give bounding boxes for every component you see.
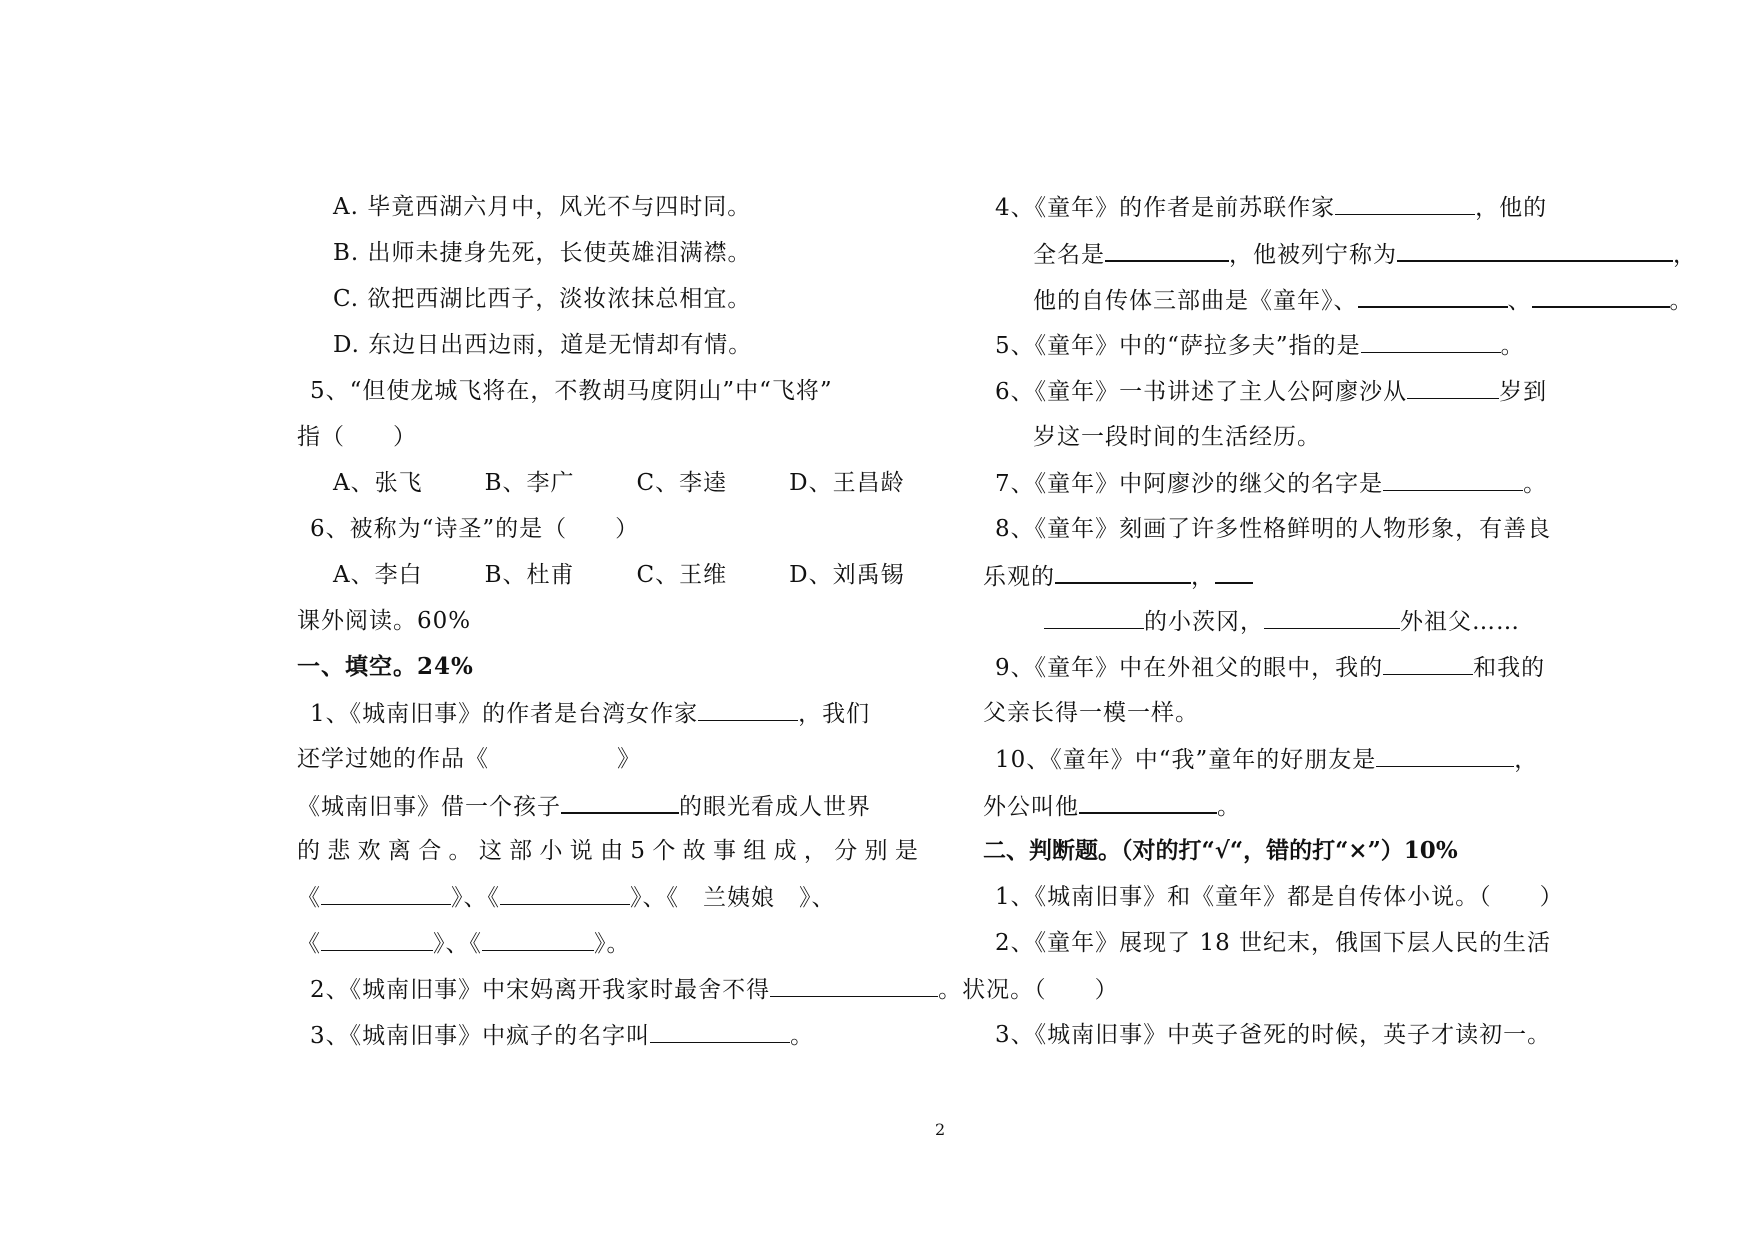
judge-1: 1、《城南旧事》和《童年》都是自传体小说。（ ）: [995, 884, 1564, 910]
answer-blank[interactable]: [1361, 330, 1501, 353]
section-2-header: 二、判断题。（对的打“√“，错的打“×”）10%: [983, 837, 1458, 864]
fill-1-line2: 还学过她的作品《 》: [297, 746, 641, 772]
right-q4-line1: 4、《童年》的作者是前苏联作家 ，他的: [995, 192, 1547, 223]
right-q4-line2: 全名是 ，他被列宁称为 ，: [1033, 238, 1697, 270]
answer-blank[interactable]: [1376, 744, 1514, 767]
q6-option-a: A、李白: [333, 562, 423, 588]
answer-blank[interactable]: [1105, 238, 1229, 262]
fill-1-line1: 1、《城南旧事》的作者是台湾女作家 ，我们: [310, 698, 870, 729]
q5-option-d: D、王昌龄: [789, 470, 905, 496]
answer-blank[interactable]: [1383, 468, 1523, 491]
page-number: 2: [935, 1120, 946, 1139]
question-5-options: [333, 468, 905, 498]
answer-blank[interactable]: [482, 928, 594, 951]
fill-1-line4: 的 悲 欢 离 合 。 这 部 小 说 由 5 个 故 事 组 成 ， 分 别 是: [297, 838, 918, 864]
right-q6-line2: 岁这一段时间的生活经历。: [1033, 424, 1321, 450]
right-q8-line2: 乐观的 ，: [983, 560, 1253, 592]
answer-blank[interactable]: [1383, 652, 1473, 675]
right-q8-line3: 的小茨冈， 外祖父……: [1044, 606, 1520, 637]
answer-blank[interactable]: [321, 882, 451, 905]
q6-option-d: D、刘禹锡: [789, 562, 905, 588]
answer-blank[interactable]: [1532, 284, 1670, 308]
answer-blank[interactable]: [1264, 606, 1400, 629]
q5-option-c: C、李逵: [636, 470, 728, 496]
question-6-options: [333, 560, 905, 590]
q5-option-a: A、张飞: [333, 470, 423, 496]
q6-option-b: B、杜甫: [484, 562, 575, 588]
right-q9-line2: 父亲长得一模一样。: [983, 700, 1199, 726]
right-q5: 5、《童年》中的“萨拉多夫”指的是 。: [995, 330, 1525, 361]
option-a: A. 毕竟西湖六月中，风光不与四时同。: [333, 194, 752, 220]
option-b: B. 出师未捷身先死，长使英雄泪满襟。: [333, 240, 752, 266]
answer-blank[interactable]: [1397, 238, 1673, 262]
reading-header: 课外阅读。60%: [297, 608, 472, 634]
answer-blank[interactable]: [1055, 560, 1191, 584]
question-5-line1: 5、“但使龙城飞将在，不教胡马度阴山”中“飞将”: [310, 378, 833, 404]
right-q8-line1: 8、《童年》刻画了许多性格鲜明的人物形象，有善良: [995, 516, 1552, 542]
answer-blank[interactable]: [1079, 790, 1217, 814]
right-q9-line1: 9、《童年》中在外祖父的眼中，我的 和我的: [995, 652, 1545, 683]
right-q10-line1: 10、《童年》中“我”童年的好朋友是 ，: [995, 744, 1538, 775]
answer-blank[interactable]: [500, 882, 630, 905]
right-q6-line1: 6、《童年》一书讲述了主人公阿廖沙从 岁到: [995, 376, 1547, 407]
answer-blank[interactable]: [1044, 606, 1144, 629]
answer-blank[interactable]: [770, 974, 938, 997]
answer-blank[interactable]: [321, 928, 433, 951]
answer-blank[interactable]: [561, 790, 679, 814]
question-6-line1: 6、被称为“诗圣”的是（ ）: [310, 516, 640, 542]
judge-3: 3、《城南旧事》中英子爸死的时候，英子才读初一。: [995, 1022, 1552, 1048]
answer-blank[interactable]: [698, 698, 798, 721]
answer-blank[interactable]: [1215, 560, 1253, 584]
fill-2: 2、《城南旧事》中宋妈离开我家时最舍不得 。状况。（ ）: [310, 974, 1119, 1005]
answer-blank[interactable]: [1407, 376, 1499, 399]
q5-option-b: B、李广: [484, 470, 575, 496]
question-5-line2: 指（ ）: [297, 424, 417, 450]
answer-blank[interactable]: [1335, 192, 1475, 215]
fill-1-line5: 《 》、《 》、《 兰姨娘 》、: [297, 882, 836, 913]
judge-2: 2、《童年》展现了 18 世纪末，俄国下层人民的生活: [995, 930, 1552, 956]
answer-blank[interactable]: [650, 1020, 790, 1043]
right-q4-line3: 他的自传体三部曲是《童年》、 、 。: [1033, 284, 1694, 316]
option-d: D. 东边日出西边雨，道是无情却有情。: [333, 332, 753, 358]
right-q7: 7、《童年》中阿廖沙的继父的名字是 。: [995, 468, 1547, 499]
option-c: C. 欲把西湖比西子，淡妆浓抹总相宜。: [333, 286, 752, 312]
fill-1-line6: 《 》、《 》。: [297, 928, 631, 959]
answer-blank[interactable]: [1358, 284, 1508, 308]
fill-1-line3: 《城南旧事》借一个孩子 的眼光看成人世界: [297, 790, 871, 822]
section-1-header: 一、填空。24%: [297, 653, 474, 680]
q6-option-c: C、王维: [636, 562, 728, 588]
right-q10-line2: 外公叫他 。: [983, 790, 1241, 822]
fill-3: 3、《城南旧事》中疯子的名字叫 。: [310, 1020, 814, 1051]
